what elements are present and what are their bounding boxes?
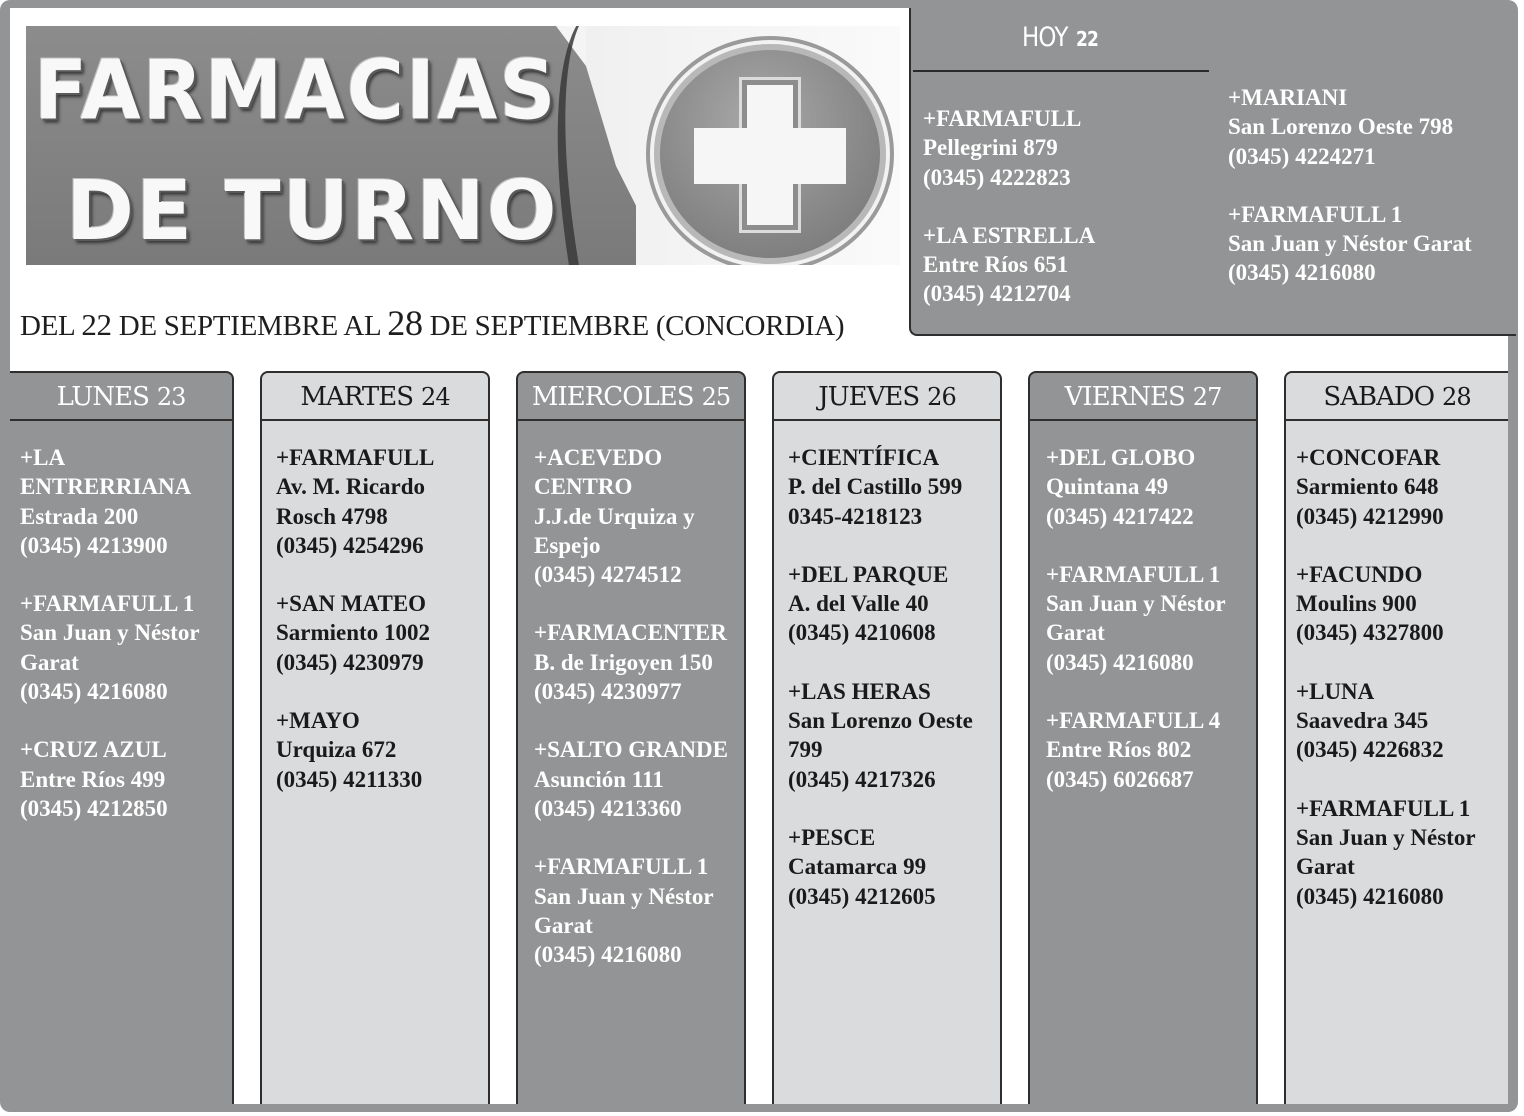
pharmacy-phone: 0345-4218123	[788, 503, 923, 529]
pharmacy-name: +CRUZ AZUL	[20, 737, 167, 763]
day-label: LUNES	[56, 382, 149, 412]
today-heading	[933, 22, 1186, 53]
pharmacy-entry	[20, 443, 232, 560]
pharmacy-name: +FARMAFULL 1	[1228, 201, 1403, 227]
pharmacy-address: Saavedra 345	[1296, 708, 1429, 734]
day-heading	[262, 373, 488, 421]
pharmacy-name: +FARMAFULL 4	[1046, 708, 1221, 734]
pharmacy-entry	[534, 443, 744, 589]
pharmacy-entry	[534, 618, 744, 706]
pharmacy-name: +FARMAFULL	[923, 106, 1082, 131]
pharmacy-entry	[788, 560, 1000, 648]
pharmacy-entry	[1296, 560, 1508, 648]
day-column-jueves	[772, 371, 1002, 1104]
today-panel	[909, 8, 1516, 336]
day-heading	[10, 373, 232, 421]
pharmacy-address: San Juan y Néstor Garat	[534, 883, 714, 938]
pharmacy-entry	[1228, 83, 1472, 171]
day-number: 25	[701, 383, 731, 411]
pharmacy-address: Entre Ríos 651	[923, 252, 1069, 278]
pharmacy-phone: (0345) 6026687	[1046, 766, 1194, 792]
pharmacy-address: Entre Ríos 802	[1046, 737, 1192, 763]
day-column-sabado	[1284, 371, 1508, 1104]
pharmacy-phone: (0345) 4216080	[1228, 260, 1376, 286]
pharmacy-address: Catamarca 99	[788, 854, 927, 880]
header-banner	[26, 26, 900, 265]
day-heading	[1030, 373, 1256, 421]
day-pharmacy-list	[262, 421, 488, 794]
cross-horizontal-bar	[694, 128, 846, 184]
pharmacy-address: San Lorenzo Oeste 798	[1228, 114, 1454, 140]
pharmacy-address: Estrada 200	[20, 503, 139, 529]
pharmacy-entry	[1046, 560, 1256, 677]
pharmacy-phone: (0345) 4212990	[1296, 503, 1444, 529]
date-range-subtitle	[20, 302, 844, 344]
pharmacy-entry	[20, 735, 232, 823]
pharmacy-entry	[1046, 443, 1256, 531]
pharmacy-address: San Lorenzo Oeste 799	[788, 708, 973, 763]
today-label: HOY	[1021, 22, 1068, 53]
pharmacy-phone: (0345) 4213900	[20, 532, 168, 558]
pharmacy-phone: (0345) 4212605	[788, 883, 936, 909]
pharmacy-phone: (0345) 4274512	[534, 562, 682, 588]
pharmacy-name: +FARMAFULL 1	[1046, 561, 1221, 587]
pharmacy-address: San Juan y Néstor Garat	[1046, 591, 1226, 646]
pharmacy-address: Sarmiento 1002	[276, 620, 430, 646]
pharmacy-entry	[1228, 200, 1472, 288]
pharmacy-entry	[788, 443, 1000, 531]
pharmacy-phone: (0345) 4222823	[923, 164, 1071, 190]
pharmacy-phone: (0345) 4327800	[1296, 620, 1444, 646]
pharmacy-entry	[1296, 794, 1508, 911]
subtitle-start-day: 22	[81, 307, 112, 342]
day-number: 24	[421, 383, 450, 411]
day-column-miercoles	[516, 371, 746, 1104]
pharmacy-phone: (0345) 4212850	[20, 795, 168, 821]
pharmacy-phone: (0345) 4254296	[276, 532, 424, 558]
pharmacy-phone: (0345) 4230979	[276, 649, 424, 675]
today-column-1	[923, 104, 1095, 338]
day-label: JUEVES	[818, 382, 920, 412]
today-day: 22	[1076, 27, 1098, 51]
pharmacy-name: +SAN MATEO	[276, 591, 427, 617]
pharmacy-address: San Juan y Néstor Garat	[20, 620, 200, 675]
pharmacy-phone: (0345) 4217326	[788, 766, 936, 792]
pharmacy-name: +LAS HERAS	[788, 678, 931, 704]
day-number: 23	[156, 383, 186, 411]
day-pharmacy-list	[518, 421, 744, 969]
day-number: 26	[927, 383, 956, 411]
pharmacy-name: +LA ESTRELLA	[923, 222, 1096, 248]
day-label: VIERNES	[1064, 382, 1185, 412]
pharmacy-address: B. de Irigoyen 150	[534, 649, 713, 675]
pharmacy-address: P. del Castillo 599	[788, 474, 963, 500]
banner-title-line2: DE TURNO	[66, 164, 559, 259]
pharmacy-phone: (0345) 4210608	[788, 620, 936, 646]
day-column-martes	[260, 371, 490, 1104]
pharmacy-phone: (0345) 4216080	[1046, 649, 1194, 675]
pharmacy-name: +FARMACENTER	[534, 620, 727, 646]
pharmacy-address: Moulins 900	[1296, 591, 1417, 617]
pharmacy-address: Pellegrini 879	[923, 135, 1058, 161]
pharmacy-entry	[1296, 443, 1508, 531]
pharmacy-name: +DEL PARQUE	[788, 561, 949, 587]
today-column-2	[1228, 83, 1472, 317]
pharmacy-entry	[276, 706, 488, 794]
pharmacy-entry	[276, 589, 488, 677]
pharmacy-address: A. del Valle 40	[788, 591, 929, 617]
banner-title-line1: FARMACIAS	[34, 43, 558, 139]
pharmacy-entry	[276, 443, 488, 560]
pharmacy-address: San Juan y Néstor Garat	[1296, 824, 1476, 880]
pharmacy-name: +SALTO GRANDE	[534, 737, 728, 763]
pharmacy-name: +FARMAFULL 1	[534, 854, 709, 880]
pharmacy-address: San Juan y Néstor Garat	[1228, 231, 1472, 257]
day-column-viernes	[1028, 371, 1258, 1104]
pharmacy-phone: (0345) 4212704	[923, 281, 1071, 307]
day-pharmacy-list	[10, 421, 232, 823]
day-heading	[518, 373, 744, 421]
day-label: MARTES	[300, 382, 414, 412]
day-pharmacy-list	[774, 421, 1000, 911]
today-heading-rule	[913, 70, 1209, 72]
subtitle-prefix: DEL	[20, 310, 75, 342]
pharmacy-entry	[788, 823, 1000, 911]
medical-cross-icon	[654, 44, 886, 264]
pharmacy-phone: (0345) 4224271	[1228, 143, 1376, 169]
subtitle-mid1: DE SEPTIEMBRE AL	[118, 310, 381, 342]
pharmacy-entry	[1046, 706, 1256, 794]
pharmacy-phone: (0345) 4216080	[20, 679, 168, 705]
pharmacy-entry	[788, 677, 1000, 794]
pharmacy-name: +FACUNDO	[1296, 561, 1423, 587]
pharmacy-name: +ACEVEDO CENTRO	[534, 445, 663, 500]
pharmacy-entry	[534, 735, 744, 823]
pharmacy-phone: (0345) 4230977	[534, 679, 682, 705]
pharmacy-address: Asunción 111	[534, 766, 664, 792]
pharmacy-entry	[923, 104, 1095, 192]
day-number: 28	[1442, 383, 1471, 411]
day-label: MIERCOLES	[531, 382, 694, 412]
pharmacy-name: +CIENTÍFICA	[788, 445, 940, 470]
pharmacy-name: +LUNA	[1296, 678, 1375, 704]
pharmacy-phone: (0345) 4211330	[276, 766, 423, 792]
pharmacy-name: +FARMAFULL 1	[20, 591, 195, 617]
pharmacy-phone: (0345) 4217422	[1046, 503, 1194, 529]
pharmacy-name: +DEL GLOBO	[1046, 445, 1196, 470]
pharmacy-address: Entre Ríos 499	[20, 766, 166, 792]
pharmacy-name: +FARMAFULL	[276, 445, 435, 470]
pharmacy-phone: (0345) 4216080	[534, 942, 682, 968]
pharmacy-name: +LA ENTRERRIANA	[20, 445, 192, 500]
pharmacy-phone: (0345) 4226832	[1296, 737, 1444, 763]
pharmacy-address: Sarmiento 648	[1296, 474, 1439, 500]
day-pharmacy-list	[1030, 421, 1256, 794]
pharmacy-entry	[1296, 677, 1508, 765]
day-pharmacy-list	[1286, 421, 1508, 911]
pharmacy-name: +PESCE	[788, 824, 876, 850]
pharmacy-address: J.J.de Urquiza y Espejo	[534, 503, 695, 558]
day-label: SABADO	[1323, 382, 1435, 412]
pharmacy-address: Av. M. Ricardo Rosch 4798	[276, 474, 426, 529]
pharmacy-phone: (0345) 4213360	[534, 795, 682, 821]
pharmacy-name: +MARIANI	[1228, 85, 1348, 110]
pharmacy-entry	[534, 852, 744, 969]
day-number: 27	[1192, 383, 1222, 411]
pharmacy-name: +FARMAFULL 1	[1296, 795, 1471, 821]
pharmacy-entry	[20, 589, 232, 706]
pharmacy-address: Urquiza 672	[276, 737, 397, 763]
pharmacy-name: +CONCOFAR	[1296, 445, 1441, 470]
subtitle-end-day: 28	[387, 303, 423, 343]
day-column-lunes	[10, 371, 234, 1104]
day-heading	[1286, 373, 1508, 421]
pharmacy-entry	[923, 221, 1095, 309]
subtitle-mid2: DE SEPTIEMBRE (CONCORDIA)	[429, 310, 845, 342]
pharmacy-phone: (0345) 4216080	[1296, 883, 1444, 909]
pharmacy-name: +MAYO	[276, 708, 360, 734]
day-heading	[774, 373, 1000, 421]
pharmacy-address: Quintana 49	[1046, 474, 1169, 500]
